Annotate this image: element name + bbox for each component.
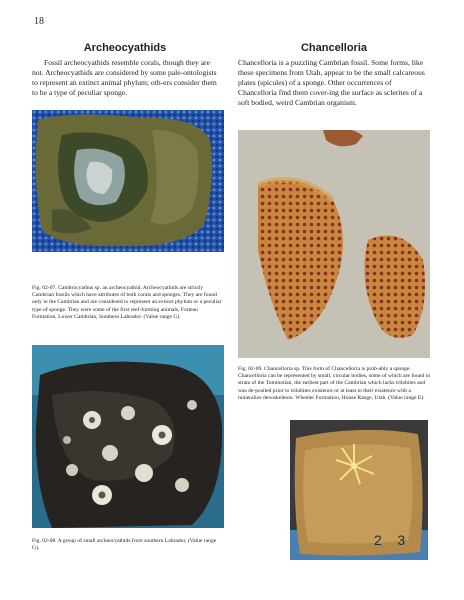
- chancelloria-spicule-photo: [290, 420, 428, 560]
- archeocyathids-title: Archeocyathids: [83, 42, 167, 54]
- archeocyathid-photo-2: [32, 345, 224, 528]
- archeocyathid-photo-1: [32, 110, 224, 252]
- chancelloria-title: Chancelloria: [300, 42, 368, 54]
- page-number: 18: [34, 16, 44, 27]
- chancelloria-intro: Chancelloria is a puzzling Cambrian fossil. Some forms, like these specimens from Utah, appear to be the small calcareous plates (spicules) of a sponge. Other occurrences of Chancelloria find them cover-ing the surface as sclerites of a soft bodied, weird Cambrian organism.: [238, 58, 425, 107]
- fig-02-07-caption: Fig. 02-07. Cambrocyathus sp. an archeocyathid. Archeocyathids are strictly Cambrian fossils which have attributes of both corals and sponges. They are found only in the Cambrian and are considered to represent an extinct phylum or a peculiar type of sponge. They were some of the first reef-forming animals, Forteau Formation, Lower Cambrian, Southern Labrador. (Value range G).: [32, 285, 222, 320]
- fig-02-09-caption: Fig. 02-09. Chancelloria sp. This form of Chancelloria is prob-ably a sponge. Chancelloria can be represented by small, circular bodies, some of which are found in strata of the Tommotian, the earliest part of the Cambrian which lacks trilobites and was de-posited prior to trilobites existence or at least to their existence with a mineralize dexoskeleton. Wheeler Formation, House Range, Utah. (Value range E).: [238, 366, 431, 401]
- archeocyathids-intro: Fossil archeocyathids resemble corals, though they are not. Archeocyathids are considered by some pale-ontologists to represent an extinct animal phylum; oth-ers consider them to be a type of peculiar sponge.: [32, 58, 217, 97]
- fig-02-08-caption: Fig. 02-08. A group of small archeocyathids from southern Labrador. (Value range G).: [32, 538, 217, 552]
- chancelloria-photo: [238, 130, 430, 358]
- ruler-numbers: 2 3: [374, 532, 406, 548]
